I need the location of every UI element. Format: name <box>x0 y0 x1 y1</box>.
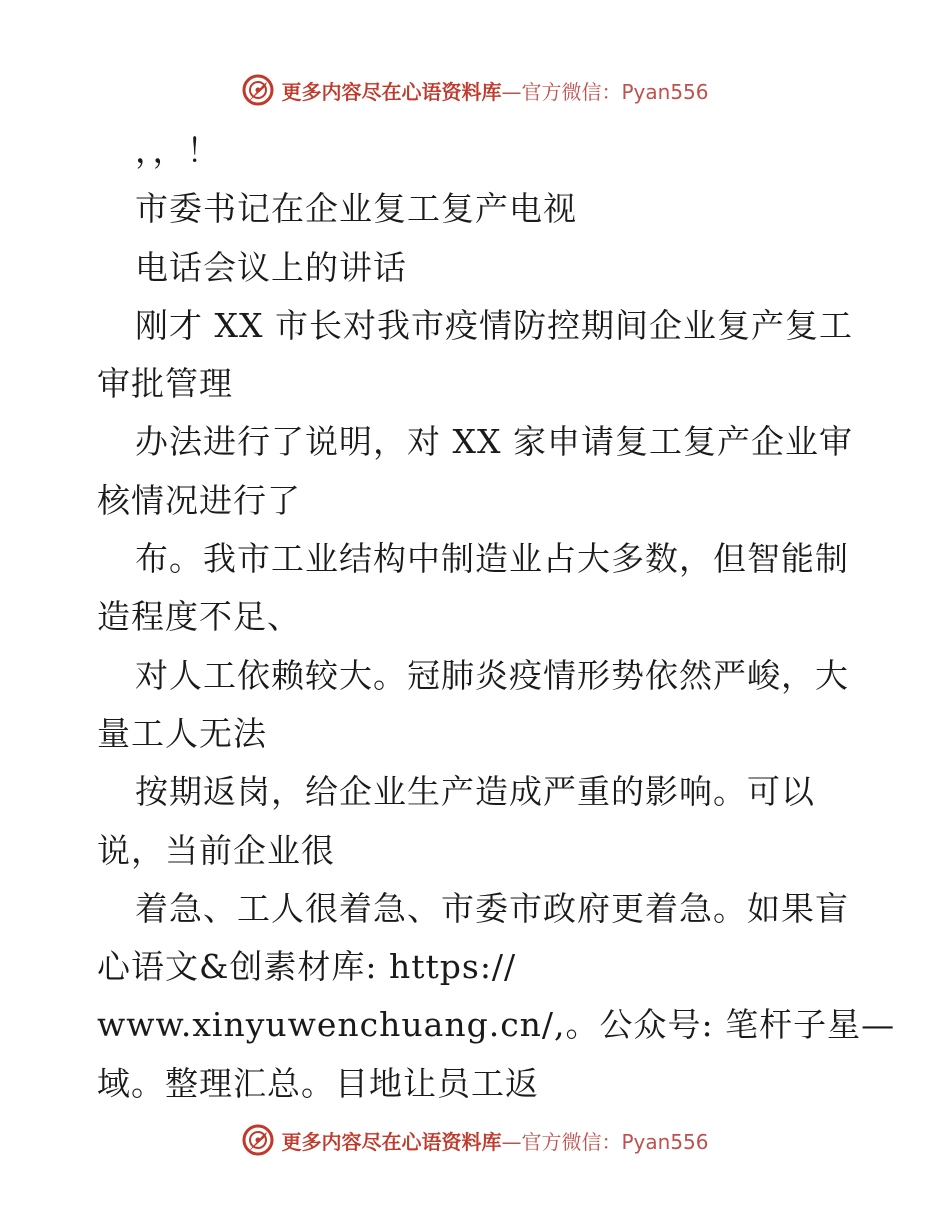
watermark-brand: 更多内容尽在心语资料库 <box>281 1129 502 1154</box>
text-line: 域。整理汇总。目地让员工返 <box>97 1063 539 1103</box>
text-line: 对人工依赖较大。冠肺炎疫情形势依然严峻，大 <box>135 655 849 695</box>
watermark-brand: 更多内容尽在心语资料库 <box>281 79 502 104</box>
text-line: 布。我市工业结构中制造业占大多数，但智能制 <box>135 539 849 579</box>
text-line: 心语文&创素材库: https:// <box>97 947 517 987</box>
watermark-dash: — <box>501 1129 522 1154</box>
text-line: 审批管理 <box>97 364 233 404</box>
text-line: 说，当前企业很 <box>97 830 335 870</box>
text-line: 办法进行了说明，对 XX 家申请复工复产企业审 <box>135 422 853 462</box>
text-line: 造程度不足、 <box>97 597 301 637</box>
footer-watermark <box>0 1120 950 1160</box>
watermark-dash: — <box>501 79 522 104</box>
document-body <box>97 122 896 1113</box>
text-line: www.xinyuwenchuang.cn/,。公众号: 笔杆子星— <box>97 1005 896 1045</box>
text-line: 刚才 XX 市长对我市疫情防控期间企业复产复工 <box>135 305 853 345</box>
text-line: 着急、工人很着急、市委市政府更着急。如果盲 <box>135 888 849 928</box>
pen-logo-icon <box>241 1123 275 1157</box>
watermark-wechat-id: Pyan556 <box>621 79 709 104</box>
text-line: 按期返岗，给企业生产造成严重的影响。可以 <box>135 772 815 812</box>
watermark-text <box>281 76 708 105</box>
text-line: 核情况进行了 <box>97 480 301 520</box>
pen-logo-icon <box>241 73 275 107</box>
text-line: ，，！ <box>135 131 221 170</box>
watermark-wechat-id: Pyan556 <box>621 1129 709 1154</box>
watermark-text <box>281 1126 708 1155</box>
header-watermark <box>0 70 950 110</box>
watermark-wechat-label: 官方微信： <box>521 79 622 104</box>
text-line: 量工人无法 <box>97 713 267 753</box>
watermark-wechat-label: 官方微信： <box>521 1129 622 1154</box>
document-title-line-1: 市委书记在企业复工复产电视 <box>135 189 577 229</box>
document-title-line-2: 电话会议上的讲话 <box>135 247 407 287</box>
